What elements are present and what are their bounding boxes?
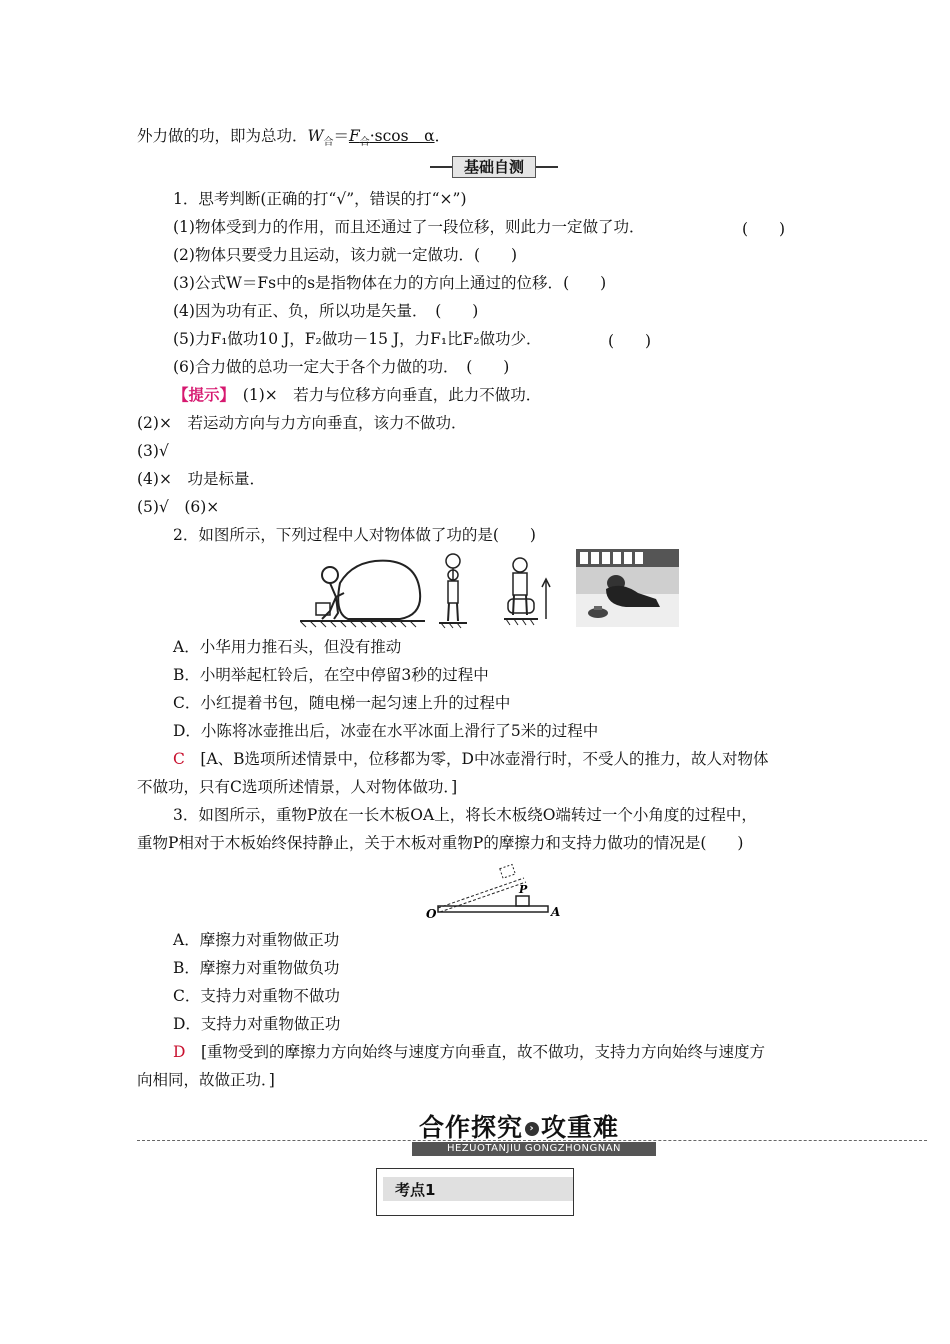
q3-option: A．摩擦力对重物做正功: [173, 931, 340, 949]
q1-item: (6)合力做的总功一定大于各个力做的功． ( ): [173, 358, 510, 376]
hint-line: 【提示】 (1)× 若力与位移方向垂直，此力不做功．: [173, 385, 542, 404]
q1-item: (1)物体受到力的作用，而且还通过了一段位移，则此力一定做了功．: [173, 218, 645, 236]
incline-board-figure: [424, 860, 564, 920]
section-tag: [430, 156, 558, 178]
push-rock-figure: [300, 553, 425, 629]
hint-label: 【提示】: [173, 385, 228, 404]
barbell-figure: [437, 553, 469, 629]
q1-stem: 1．思考判断(正确的打“√”，错误的打“×”): [173, 190, 467, 208]
kaodian-label: 考点1: [395, 1181, 436, 1199]
hint-line: (4)× 功是标量．: [137, 470, 265, 488]
label-a: A: [551, 905, 561, 919]
section-tag-label: 基础自测: [452, 156, 536, 178]
q2-answer-line: C [A、B选项所述情景中，位移都为零，D中冰壶滑行时，不受人的推力，故人对物体: [173, 750, 769, 768]
label-o: O: [426, 907, 437, 920]
q1-item: (2)物体只要受力且运动，该力就一定做功．( ): [173, 246, 518, 264]
top-line-text: 外力做的功，即为总功．: [137, 127, 308, 145]
answer-blank: ( ): [742, 220, 786, 238]
q2-option: A．小华用力推石头，但没有推动: [173, 638, 402, 656]
q3-stem: 3．如图所示，重物P放在一长木板OA上，将长木板绕O端转过一个小角度的过程中，: [173, 806, 757, 824]
q2-option: D．小陈将冰壶推出后，冰壶在水平冰面上滑行了5米的过程中: [173, 722, 599, 740]
banner-title: 合作探究 › 攻重难: [419, 1113, 620, 1142]
q3-explain: 向相同，故做正功．]: [137, 1071, 275, 1089]
q1-item: (5)力F₁做功10 J，F₂做功－15 J，力F₁比F₂做功少．: [173, 330, 542, 348]
hint-line: (2)× 若运动方向与力方向垂直，该力不做功．: [137, 414, 467, 432]
top-line: 外力做的功，即为总功．$W_合=F_合\cdot scos$ α．: [137, 127, 451, 149]
chevron-right-icon: ›: [525, 1122, 539, 1136]
answer-blank: ( ): [608, 332, 652, 350]
hint-line: (3)√: [137, 442, 169, 460]
q3-answer-line: D [重物受到的摩擦力方向始终与速度方向垂直，故不做功，支持力方向始终与速度方: [173, 1043, 766, 1061]
curling-photo: [576, 549, 679, 627]
q3-option: B．摩擦力对重物做负功: [173, 959, 340, 977]
q2-stem: 2．如图所示，下列过程中人对物体做了功的是( ): [173, 526, 536, 544]
section-banner: [137, 1108, 927, 1156]
label-p: P: [519, 883, 528, 896]
q2-option: B．小明举起杠铃后，在空中停留3秒的过程中: [173, 666, 489, 684]
elevator-figure: [500, 553, 560, 629]
kaodian-box: [376, 1168, 574, 1216]
q2-explain: 不做功，只有C选项所述情景，人对物体做功．]: [137, 778, 458, 796]
q3-answer: D: [173, 1043, 186, 1061]
q3-option: D．支持力对重物做正功: [173, 1015, 341, 1033]
q3-option: C．支持力对重物不做功: [173, 987, 340, 1005]
q2-answer: C: [173, 750, 185, 768]
banner-subtitle: HEZUOTANJIU GONGZHONGNAN: [412, 1142, 656, 1156]
q2-option: C．小红提着书包，随电梯一起匀速上升的过程中: [173, 694, 511, 712]
q3-stem: 重物P相对于木板始终保持静止，关于木板对重物P的摩擦力和支持力做功的情况是( ): [137, 834, 744, 852]
hint-line: (5)√ (6)×: [137, 498, 220, 516]
q1-item: (4)因为功有正、负，所以功是矢量． ( ): [173, 302, 479, 320]
q1-item: (3)公式W＝Fs中的s是指物体在力的方向上通过的位移．( ): [173, 274, 607, 292]
